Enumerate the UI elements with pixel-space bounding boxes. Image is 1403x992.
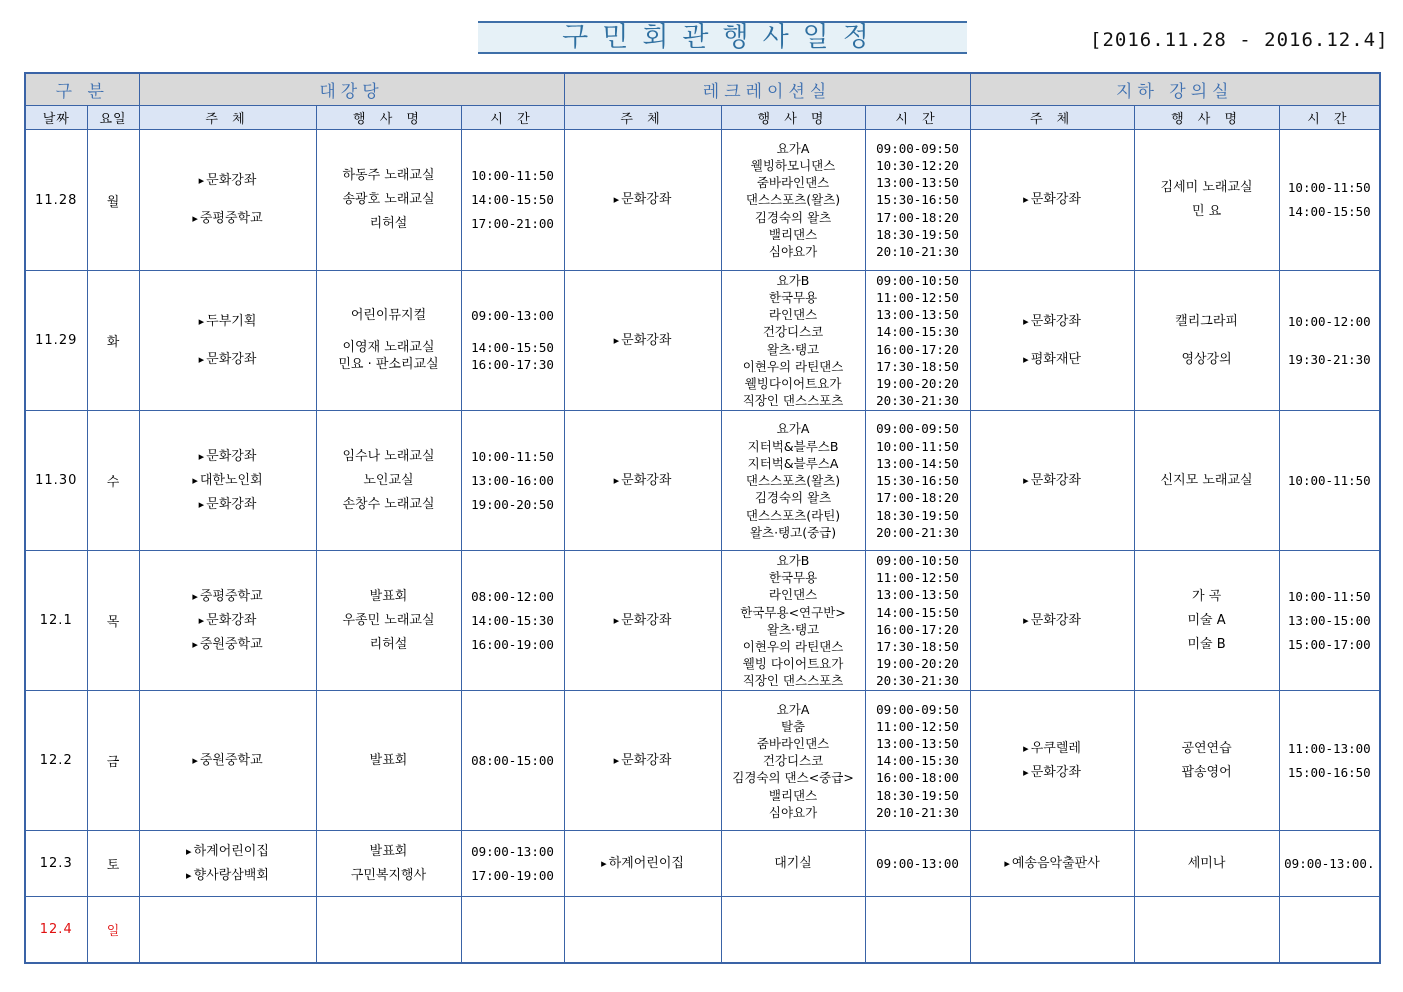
- hall-time-text: 19:00-20:50: [471, 496, 554, 512]
- basement-event-cell: [1134, 130, 1279, 271]
- hall-event-text: 발표회: [369, 843, 408, 859]
- weekday-cell: 수: [87, 411, 139, 551]
- rec-host-cell: [564, 411, 721, 551]
- rec-time-text: 20:30-21:30: [876, 393, 959, 409]
- hall-host-cell: [139, 551, 316, 691]
- rec-time-cell: [865, 691, 970, 831]
- day-row: [25, 271, 1380, 411]
- day-row: [25, 130, 1380, 271]
- spacer: [140, 193, 316, 207]
- hall-event-cell: [316, 551, 461, 691]
- weekday-cell: 화: [87, 271, 139, 411]
- rec-time-text: 11:00-12:50: [876, 570, 959, 586]
- date-range: [2016.11.28 - 2016.12.4]: [1090, 29, 1389, 51]
- basement-host-cell: [970, 551, 1134, 691]
- hall-host-cell: [139, 130, 316, 271]
- basement-event-cell: [1134, 897, 1279, 963]
- rec-time-text: 17:30-18:50: [876, 638, 959, 654]
- hall-host-cell: [139, 831, 316, 897]
- schedule-body: [25, 130, 1380, 964]
- hall-event-cell: [316, 130, 461, 271]
- hall-event-text: 우종민 노래교실: [342, 612, 435, 628]
- date-cell: 11.30: [25, 411, 87, 551]
- rec-time-text: 20:10-21:30: [876, 244, 959, 260]
- hall-time-text: 10:00-11:50: [471, 448, 554, 464]
- rec-time-text: 19:00-20:20: [876, 656, 959, 672]
- rec-event-text: 댄스스포츠(왈츠): [745, 473, 841, 489]
- rec-event-cell: [721, 691, 865, 831]
- basement-event-text: 미술 A: [1187, 612, 1226, 628]
- rec-event-text: 라인댄스: [768, 587, 818, 603]
- rec-event-cell: [721, 551, 865, 691]
- time-col-header: 시 간: [461, 106, 564, 130]
- header-row-venues: [25, 73, 1380, 106]
- basement-host-cell: [970, 271, 1134, 411]
- rec-event-text: 웰빙하모니댄스: [750, 158, 836, 174]
- basement-time-cell: [1279, 831, 1380, 897]
- basement-host-cell: [970, 691, 1134, 831]
- rec-time-text: 18:30-19:50: [876, 787, 959, 803]
- day-row: [25, 411, 1380, 551]
- basement-host-text: ▸ 평화재단: [971, 348, 1134, 372]
- rec-event-text: 김경숙의 왈츠: [754, 209, 832, 225]
- weekday-cell: 토: [87, 831, 139, 897]
- rec-time-text: 09:00-10:50: [876, 272, 959, 288]
- rec-event-text: 한국무용: [768, 570, 818, 586]
- rec-event-text: 밸리댄스: [768, 787, 818, 803]
- rec-event-text: 한국무용<연구반>: [740, 604, 846, 620]
- hall-event-text: 노인교실: [363, 472, 414, 488]
- hall-event-text: 구민복지행사: [350, 867, 427, 883]
- basement-time-cell: [1279, 411, 1380, 551]
- rec-event-cell: [721, 897, 865, 963]
- basement-host-cell: [970, 130, 1134, 271]
- hall-event-cell: [316, 897, 461, 963]
- rec-event-text: 심야요가: [768, 804, 818, 820]
- rec-host-cell: [564, 551, 721, 691]
- basement-event-text: 세미나: [1187, 855, 1226, 871]
- hall-event-cell: [316, 831, 461, 897]
- basement-host-text: ▸ 문화강좌: [971, 469, 1134, 493]
- basement-event-text: 팝송영어: [1181, 764, 1232, 780]
- basement-time-cell: [1279, 271, 1380, 411]
- rec-time-cell: [865, 831, 970, 897]
- rec-host-cell: [564, 831, 721, 897]
- rec-time-cell: [865, 130, 970, 271]
- rec-time-text: 11:00-12:50: [876, 718, 959, 734]
- hall-event-text: 이영재 노래교실: [342, 339, 435, 355]
- hall-time-cell: [461, 271, 564, 411]
- rec-event-text: 건강디스코: [762, 324, 824, 340]
- rec-time-cell: [865, 551, 970, 691]
- hall-host-text: ▸ 대한노인회: [140, 469, 316, 493]
- hall-time-text: 16:00-19:00: [471, 636, 554, 652]
- basement-event-cell: [1134, 691, 1279, 831]
- header-row-columns: [25, 106, 1380, 130]
- weekday-cell: 월: [87, 130, 139, 271]
- rec-event-text: 웰빙 다이어트요가: [742, 656, 844, 672]
- rec-event-text: 댄스스포츠(라틴): [745, 507, 841, 523]
- rec-event-cell: [721, 271, 865, 411]
- basement-host-text: ▸ 우쿠렐레: [971, 737, 1134, 761]
- hall-event-text: 송광호 노래교실: [342, 192, 435, 208]
- basement-time-text: 10:00-11:50: [1287, 588, 1371, 604]
- time-col-header: 시 간: [1279, 106, 1380, 130]
- schedule-table: [24, 72, 1381, 964]
- basement-time-text: 13:00-15:00: [1287, 612, 1371, 628]
- hall-event-text: 민요 · 판소리교실: [338, 357, 439, 373]
- rec-time-text: 20:00-21:30: [876, 524, 959, 540]
- rec-event-text: 웰빙다이어트요가: [744, 376, 842, 392]
- hall-host-text: ▸ 향사랑삼백회: [140, 864, 316, 888]
- hall-host-text: ▸ 중원중학교: [140, 749, 316, 773]
- basement-event-text: 캘리그라피: [1175, 313, 1238, 329]
- rec-time-text: 16:00-18:00: [876, 770, 959, 786]
- rec-event-text: 김경숙의 왈츠: [754, 490, 832, 506]
- day-row: [25, 551, 1380, 691]
- hall-event-cell: [316, 411, 461, 551]
- hall-host-text: ▸ 중평중학교: [140, 207, 316, 231]
- hall-event-text: 리허설: [369, 216, 408, 232]
- rec-time-text: 09:00-09:50: [876, 701, 959, 717]
- hall-host-text: ▸ 문화강좌: [140, 445, 316, 469]
- rec-host-text: ▸ 문화강좌: [565, 469, 721, 493]
- basement-time-text: 15:00-16:50: [1287, 764, 1371, 780]
- rec-time-text: 13:00-13:50: [876, 175, 959, 191]
- rec-event-text: 김경숙의 댄스<중급>: [732, 770, 854, 786]
- rec-time-text: 09:00-09:50: [876, 421, 959, 437]
- rec-time-text: 10:30-12:20: [876, 158, 959, 174]
- rec-event-text: 왈츠·탱고(중급): [749, 524, 837, 540]
- hall-host-text: ▸ 문화강좌: [140, 348, 316, 372]
- date-cell: 12.2: [25, 691, 87, 831]
- basement-event-cell: [1134, 831, 1279, 897]
- hall-time-cell: [461, 897, 564, 963]
- rec-time-cell: [865, 411, 970, 551]
- basement-event-text: 공연연습: [1181, 740, 1232, 756]
- rec-time-text: 14:00-15:30: [876, 324, 959, 340]
- rec-event-text: 줌바라인댄스: [756, 175, 830, 191]
- rec-host-text: ▸ 문화강좌: [565, 329, 721, 353]
- rec-time-text: 18:30-19:50: [876, 226, 959, 242]
- spacer: [1135, 334, 1279, 348]
- rec-time-text: 11:00-12:50: [876, 290, 959, 305]
- day-row: [25, 831, 1380, 897]
- page-title: 구민회관행사일정: [478, 21, 967, 54]
- basement-host-cell: [970, 897, 1134, 963]
- rec-event-cell: [721, 411, 865, 551]
- rec-time-text: 20:10-21:30: [876, 804, 959, 820]
- date-cell: 11.28: [25, 130, 87, 271]
- basement-host-text: ▸ 문화강좌: [971, 310, 1134, 334]
- rec-event-text: 줌바라인댄스: [756, 736, 830, 752]
- date-cell: 12.4: [25, 897, 87, 963]
- spacer: [317, 325, 461, 339]
- rec-event-text: 이현우의 라틴댄스: [742, 638, 844, 654]
- basement-header: 지하 강의실: [970, 73, 1380, 106]
- rec-event-text: 한국무용: [768, 290, 818, 305]
- basement-time-text: 19:30-21:30: [1287, 351, 1371, 367]
- weekday-cell: 금: [87, 691, 139, 831]
- rec-time-text: 16:00-17:20: [876, 341, 959, 357]
- rec-time-text: 20:30-21:30: [876, 673, 959, 689]
- hall-host-cell: [139, 411, 316, 551]
- host-col-header: 주 체: [970, 106, 1134, 130]
- basement-event-text: 민 요: [1191, 204, 1222, 220]
- spacer: [1280, 334, 1380, 348]
- rec-event-text: 요가B: [776, 272, 810, 288]
- rec-room-header: 레크레이션실: [564, 73, 970, 106]
- hall-time-text: 17:00-19:00: [471, 867, 554, 883]
- rec-event-text: 요가A: [776, 421, 810, 437]
- rec-event-text: 요가A: [776, 701, 810, 717]
- basement-time-text: 09:00-13:00.: [1284, 855, 1375, 871]
- basement-time-text: 15:00-17:00: [1287, 636, 1371, 652]
- hall-event-text: 발표회: [369, 588, 408, 604]
- basement-event-text: 김세미 노래교실: [1160, 180, 1253, 196]
- basement-time-text: 10:00-11:50: [1287, 180, 1371, 196]
- date-cell: 12.3: [25, 831, 87, 897]
- day-row: [25, 691, 1380, 831]
- hall-event-text: 하동주 노래교실: [342, 168, 435, 184]
- dow-col-header: 요일: [87, 106, 139, 130]
- hall-host-text: ▸ 중원중학교: [140, 633, 316, 657]
- rec-time-text: 13:00-13:50: [876, 307, 959, 323]
- rec-time-text: 15:30-16:50: [876, 473, 959, 489]
- rec-event-text: 이현우의 라틴댄스: [742, 358, 844, 374]
- rec-time-cell: [865, 271, 970, 411]
- host-col-header: 주 체: [564, 106, 721, 130]
- rec-host-cell: [564, 130, 721, 271]
- rec-host-cell: [564, 897, 721, 963]
- rec-time-text: 09:00-09:50: [876, 140, 959, 156]
- rec-time-text: 17:30-18:50: [876, 358, 959, 374]
- spacer: [140, 334, 316, 348]
- rec-time-text: 14:00-15:50: [876, 604, 959, 620]
- date-cell: 11.29: [25, 271, 87, 411]
- rec-event-text: 대기실: [774, 855, 812, 871]
- rec-event-text: 댄스스포츠(왈츠): [745, 192, 841, 208]
- rec-event-text: 직장인 댄스스포츠: [742, 673, 844, 689]
- hall-time-text: 08:00-12:00: [471, 588, 554, 604]
- basement-event-text: 신지모 노래교실: [1160, 472, 1253, 488]
- basement-event-text: 가 곡: [1191, 588, 1222, 604]
- basement-event-cell: [1134, 411, 1279, 551]
- basement-host-cell: [970, 831, 1134, 897]
- hall-event-cell: [316, 691, 461, 831]
- rec-event-text: 탈춤: [780, 718, 806, 734]
- basement-time-cell: [1279, 551, 1380, 691]
- rec-time-text: 13:00-14:50: [876, 455, 959, 471]
- rec-time-text: 17:00-18:20: [876, 209, 959, 225]
- day-row: [25, 897, 1380, 963]
- rec-time-cell: [865, 897, 970, 963]
- basement-time-cell: [1279, 897, 1380, 963]
- rec-host-cell: [564, 691, 721, 831]
- rec-event-text: 왈츠·탱고: [766, 621, 820, 637]
- hall-time-text: 14:00-15:30: [471, 612, 554, 628]
- rec-event-text: 지터벅&블루스B: [747, 438, 839, 454]
- time-col-header: 시 간: [865, 106, 970, 130]
- hall-time-cell: [461, 411, 564, 551]
- basement-host-text: ▸ 문화강좌: [971, 188, 1134, 212]
- hall-host-text: ▸ 문화강좌: [140, 169, 316, 193]
- rec-time-text: 16:00-17:20: [876, 621, 959, 637]
- hall-time-cell: [461, 551, 564, 691]
- hall-host-cell: [139, 691, 316, 831]
- basement-host-cell: [970, 411, 1134, 551]
- hall-time-text: 17:00-21:00: [471, 216, 554, 232]
- rec-host-cell: [564, 271, 721, 411]
- hall-host-cell: [139, 271, 316, 411]
- rec-time-text: 09:00-10:50: [876, 552, 959, 568]
- rec-event-text: 건강디스코: [762, 753, 824, 769]
- basement-event-text: 미술 B: [1187, 636, 1226, 652]
- rec-event-cell: [721, 130, 865, 271]
- rec-event-text: 지터벅&블루스A: [747, 455, 839, 471]
- rec-time-text: 17:00-18:20: [876, 490, 959, 506]
- basement-host-text: ▸ 문화강좌: [971, 761, 1134, 785]
- hall-time-cell: [461, 691, 564, 831]
- rec-time-text: 13:00-13:50: [876, 587, 959, 603]
- hall-host-text: ▸ 두부기획: [140, 310, 316, 334]
- basement-host-text: ▸ 예송음악출판사: [971, 852, 1134, 876]
- rec-event-text: 왈츠·탱고: [766, 341, 820, 357]
- basement-event-cell: [1134, 551, 1279, 691]
- event-col-header: 행 사 명: [1134, 106, 1279, 130]
- hall-time-text: 14:00-15:50: [471, 339, 554, 355]
- weekday-cell: 일: [87, 897, 139, 963]
- event-col-header: 행 사 명: [721, 106, 865, 130]
- rec-host-text: ▸ 문화강좌: [565, 188, 721, 212]
- hall-time-text: 10:00-11:50: [471, 168, 554, 184]
- hall-time-text: 09:00-13:00: [471, 308, 554, 324]
- rec-event-text: 요가B: [776, 552, 810, 568]
- hall-host-text: ▸ 문화강좌: [140, 493, 316, 517]
- hall-event-text: 임수나 노래교실: [342, 448, 435, 464]
- rec-event-text: 직장인 댄스스포츠: [742, 393, 844, 409]
- rec-event-text: 요가A: [776, 140, 810, 156]
- hall-time-cell: [461, 130, 564, 271]
- basement-host-text: ▸ 문화강좌: [971, 609, 1134, 633]
- date-col-header: 날짜: [25, 106, 87, 130]
- hall-event-text: 발표회: [369, 752, 408, 768]
- basement-time-cell: [1279, 691, 1380, 831]
- hall-header: 대강당: [139, 73, 564, 106]
- rec-event-text: 심야요가: [768, 244, 818, 260]
- rec-time-text: 15:30-16:50: [876, 192, 959, 208]
- rec-event-text: 라인댄스: [768, 307, 818, 323]
- basement-time-text: 14:00-15:50: [1287, 204, 1371, 220]
- rec-host-text: ▸ 문화강좌: [565, 609, 721, 633]
- rec-host-text: ▸ 하계어린이집: [565, 852, 721, 876]
- hall-time-text: 13:00-16:00: [471, 472, 554, 488]
- event-col-header: 행 사 명: [316, 106, 461, 130]
- hall-event-text: 리허설: [369, 636, 408, 652]
- basement-time-text: 10:00-11:50: [1287, 472, 1371, 488]
- basement-time-cell: [1279, 130, 1380, 271]
- basement-event-cell: [1134, 271, 1279, 411]
- category-header: 구 분: [25, 73, 139, 106]
- rec-event-cell: [721, 831, 865, 897]
- rec-time-text: 09:00-13:00: [876, 855, 959, 871]
- rec-host-text: ▸ 문화강좌: [565, 749, 721, 773]
- hall-time-cell: [461, 831, 564, 897]
- weekday-cell: 목: [87, 551, 139, 691]
- rec-time-text: 14:00-15:30: [876, 753, 959, 769]
- rec-time-text: 18:30-19:50: [876, 507, 959, 523]
- spacer: [462, 325, 564, 339]
- spacer: [971, 334, 1134, 348]
- hall-event-text: 손창수 노래교실: [342, 496, 435, 512]
- hall-time-text: 16:00-17:30: [471, 357, 554, 373]
- hall-time-text: 14:00-15:50: [471, 192, 554, 208]
- hall-event-text: 어린이뮤지컬: [350, 308, 427, 324]
- hall-host-text: ▸ 하계어린이집: [140, 840, 316, 864]
- basement-event-text: 영상강의: [1181, 351, 1232, 367]
- hall-host-cell: [139, 897, 316, 963]
- host-col-header: 주 체: [139, 106, 316, 130]
- basement-time-text: 11:00-13:00: [1287, 740, 1371, 756]
- rec-time-text: 13:00-13:50: [876, 736, 959, 752]
- rec-time-text: 19:00-20:20: [876, 376, 959, 392]
- hall-host-text: ▸ 문화강좌: [140, 609, 316, 633]
- rec-time-text: 10:00-11:50: [876, 438, 959, 454]
- basement-time-text: 10:00-12:00: [1287, 313, 1371, 329]
- hall-event-cell: [316, 271, 461, 411]
- hall-time-text: 08:00-15:00: [471, 752, 554, 768]
- rec-event-text: 밸리댄스: [768, 226, 818, 242]
- hall-time-text: 09:00-13:00: [471, 843, 554, 859]
- hall-host-text: ▸ 중평중학교: [140, 585, 316, 609]
- date-cell: 12.1: [25, 551, 87, 691]
